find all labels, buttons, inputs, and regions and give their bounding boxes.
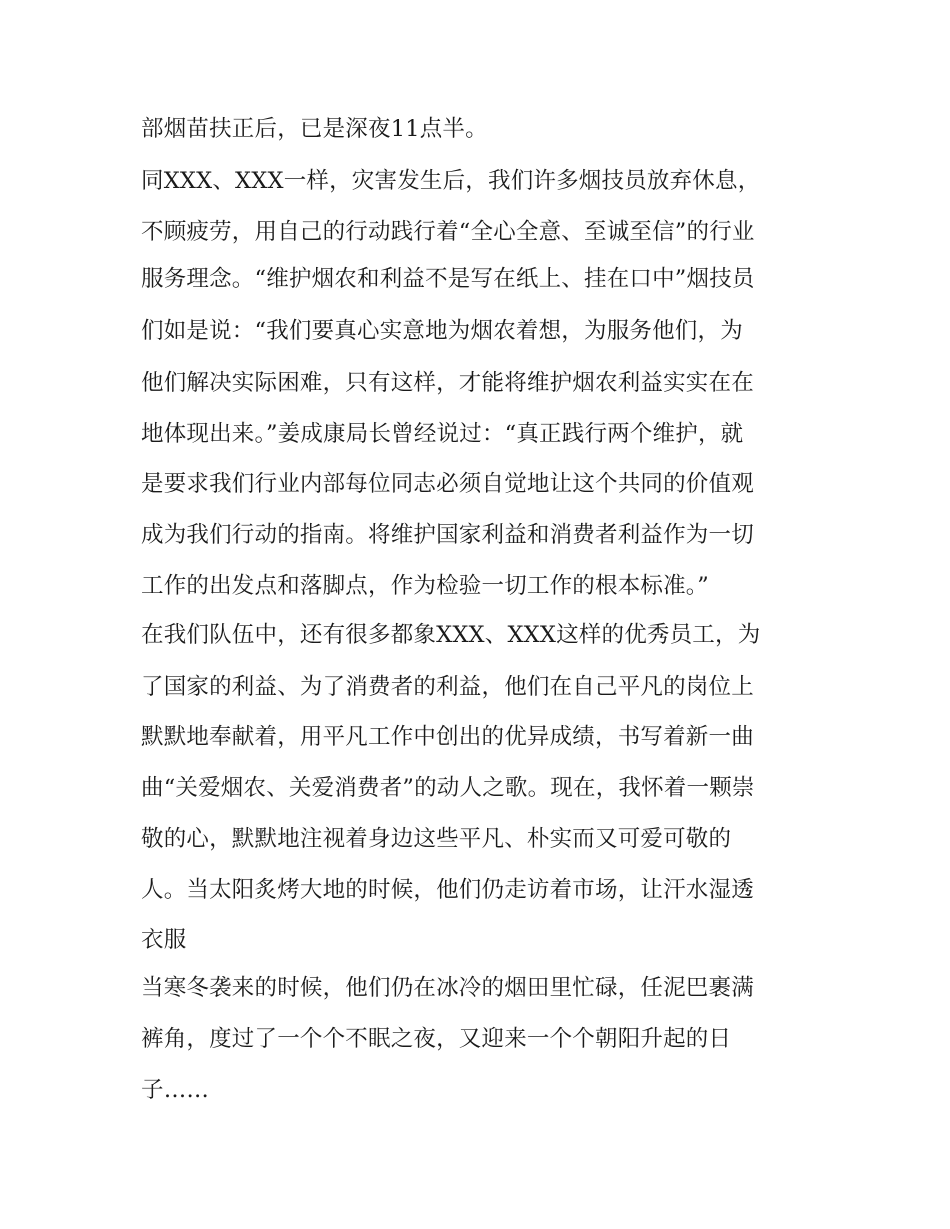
text-line: 不顾疲劳，用自己的行动践行着“全心全意、至诚至信”的行业	[141, 219, 755, 245]
text-line: 同XXX、XXX一样，灾害发生后，我们许多烟技员放弃休息，	[141, 168, 761, 194]
text-line: 默默地奉献着，用平凡工作中创出的优异成绩，书写着新一曲	[141, 724, 754, 750]
text-line: 他们解决实际困难，只有这样，才能将维护烟农利益实实在在	[141, 370, 754, 396]
text-line: 人。当太阳炙烤大地的时候，他们仍走访着市场，让汗水湿透	[141, 877, 754, 903]
text-line: 地体现出来。”姜成康局长曾经说过：“真正践行两个维护，就	[141, 421, 744, 447]
text-line: 衣服	[141, 927, 187, 953]
text-line: 是要求我们行业内部每位同志必须自觉地让这个共同的价值观	[141, 471, 754, 497]
text-line: 部烟苗扶正后，已是深夜11点半。	[141, 116, 488, 142]
text-line: 在我们队伍中，还有很多都象XXX、XXX这样的优秀员工，为	[141, 622, 761, 648]
text-line: 曲“关爱烟农、关爱消费者”的动人之歌。现在，我怀着一颗崇	[141, 775, 755, 801]
text-line: 敬的心，默默地注视着身边这些平凡、朴实而又可爱可敬的	[141, 826, 732, 852]
text-line: 裤角，度过了一个个不眠之夜，又迎来一个个朝阳升起的日	[141, 1026, 732, 1052]
text-line: 服务理念。“维护烟农和利益不是写在纸上、挂在口中”烟技员	[141, 266, 755, 292]
text-line: 了国家的利益、为了消费者的利益，他们在自己平凡的岗位上	[141, 674, 754, 700]
text-line: 们如是说：“我们要真心实意地为烟农着想，为服务他们，为	[141, 318, 743, 344]
text-line: 成为我们行动的指南。将维护国家利益和消费者利益作为一切	[141, 522, 754, 548]
text-line: 子……	[141, 1077, 210, 1103]
text-line: 工作的出发点和落脚点，作为检验一切工作的根本标准。”	[141, 573, 709, 599]
text-line: 当寒冬袭来的时候，他们仍在冰冷的烟田里忙碌，任泥巴裹满	[141, 975, 754, 1001]
